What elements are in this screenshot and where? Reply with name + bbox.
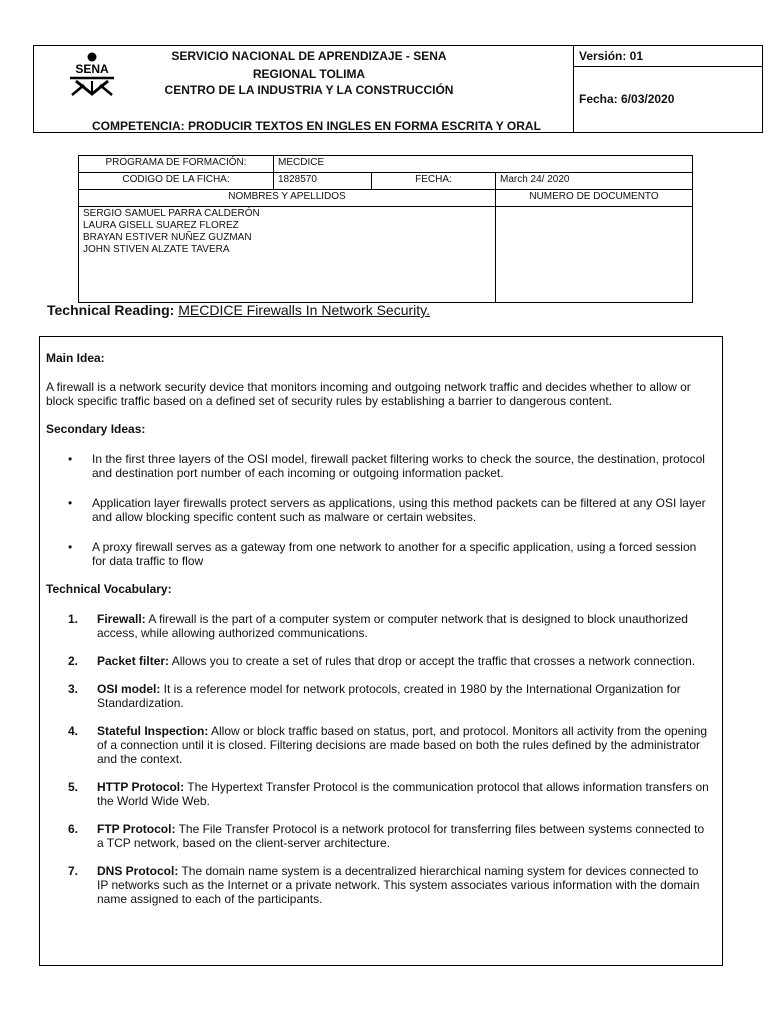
technical-reading-label: Technical Reading: bbox=[47, 302, 175, 318]
list-item bbox=[46, 654, 716, 668]
vocab-definition: Allows you to create a set of rules that drop or accept the traffic that crosses a network connection. bbox=[169, 654, 696, 668]
doc-numbers-cell bbox=[496, 207, 693, 303]
student-name: JOHN STIVEN ALZATE TAVERA bbox=[83, 244, 230, 255]
document-header bbox=[33, 45, 763, 133]
programa-value: MECDICE bbox=[274, 156, 693, 173]
list-item bbox=[46, 822, 716, 850]
technical-reading-topic: MECDICE Firewalls In Network Security. bbox=[178, 302, 431, 318]
list-item bbox=[46, 540, 716, 568]
student-name: SERGIO SAMUEL PARRA CALDERÓN bbox=[83, 208, 260, 219]
student-name: LAURA GISELL SUAREZ FLOREZ bbox=[83, 220, 239, 231]
info-table bbox=[78, 155, 693, 303]
vocab-term: Packet filter: bbox=[97, 654, 170, 668]
vocab-term: Stateful Inspection: bbox=[97, 724, 209, 738]
svg-text:SENA: SENA bbox=[75, 62, 109, 76]
list-item bbox=[46, 864, 716, 906]
bullet-icon: • bbox=[68, 540, 73, 554]
vocab-definition: The File Transfer Protocol is a network protocol for transferring files between systems connected to a TCP network, based on the client-server architecture. bbox=[97, 822, 705, 850]
list-item-text: Application layer firewalls protect servers as applications, using this method packets can be filtered at any OSI layer and allow blocking specific content such as malware or certain websites. bbox=[92, 496, 706, 524]
names-header: NOMBRES Y APELLIDOS bbox=[79, 190, 496, 207]
secondary-ideas-heading: Secondary Ideas: bbox=[46, 422, 146, 436]
version-label: Versión: 01 bbox=[579, 49, 644, 63]
vocab-definition: It is a reference model for network protocols, created in 1980 by the International Organization for Standardization. bbox=[97, 682, 681, 710]
vocab-term: FTP Protocol: bbox=[97, 822, 176, 836]
list-item-text: In the first three layers of the OSI model, firewall packet filtering works to check the source, the destination, protocol and destination port number of each incoming or outgoing information packet. bbox=[92, 452, 705, 480]
bullet-icon: • bbox=[68, 452, 73, 466]
main-idea-heading: Main Idea: bbox=[46, 351, 105, 365]
secondary-ideas-list bbox=[46, 452, 716, 568]
competencia-title: COMPETENCIA: PRODUCIR TEXTOS EN INGLES EN FORMA ESCRITA Y ORAL bbox=[92, 119, 541, 133]
list-item bbox=[46, 452, 716, 480]
list-item bbox=[46, 612, 716, 640]
vocab-definition: The Hypertext Transfer Protocol is the communication protocol that allows information transfers on the World Wide Web. bbox=[97, 780, 709, 808]
item-number: 2. bbox=[68, 654, 79, 668]
vocab-definition: Allow or block traffic based on status, port, and protocol. Monitors all activity from the opening of a connection until it is closed. Filtering decisions are made based on both the rules defined by the administrator and the context. bbox=[97, 724, 708, 766]
table-row bbox=[79, 190, 693, 207]
vocab-term: Firewall: bbox=[97, 612, 146, 626]
item-number: 7. bbox=[68, 864, 79, 878]
item-number: 3. bbox=[68, 682, 79, 696]
item-number: 4. bbox=[68, 724, 79, 738]
list-item bbox=[46, 496, 716, 524]
org-center: CENTRO DE LA INDUSTRIA Y LA CONSTRUCCIÓN bbox=[164, 83, 454, 97]
vocab-term: DNS Protocol: bbox=[97, 864, 179, 878]
programa-label: PROGRAMA DE FORMACIÓN: bbox=[79, 156, 274, 173]
header-divider bbox=[573, 46, 574, 132]
ficha-label: CODIGO DE LA FICHA: bbox=[79, 173, 274, 190]
header-divider bbox=[573, 66, 763, 67]
vocab-definition: A firewall is the part of a computer system or computer network that is designed to block unauthorized access, while allowing authorized communications. bbox=[97, 612, 688, 640]
vocabulary-heading: Technical Vocabulary: bbox=[46, 582, 172, 596]
bullet-icon: • bbox=[68, 496, 73, 510]
list-item bbox=[46, 682, 716, 710]
table-row bbox=[79, 207, 693, 303]
item-number: 5. bbox=[68, 780, 79, 794]
info-fecha-value: March 24/ 2020 bbox=[496, 173, 693, 190]
vocabulary-list bbox=[46, 612, 716, 906]
org-region: REGIONAL TOLIMA bbox=[252, 67, 366, 81]
technical-reading-title bbox=[47, 302, 430, 318]
list-item-text: A proxy firewall serves as a gateway from one network to another for a specific application, using a forced session for data traffic to flow bbox=[92, 540, 697, 568]
vocab-term: HTTP Protocol: bbox=[97, 780, 185, 794]
item-number: 1. bbox=[68, 612, 79, 626]
table-row bbox=[79, 173, 693, 190]
names-cell bbox=[79, 207, 496, 303]
vocab-definition: The domain name system is a decentralized hierarchical naming system for devices connected to IP networks such as the Internet or a private network. This system associates various information with the domain name assigned to each of the participants. bbox=[97, 864, 700, 906]
table-row bbox=[79, 156, 693, 173]
list-item bbox=[46, 780, 716, 808]
list-item bbox=[46, 724, 716, 766]
ficha-value: 1828570 bbox=[274, 173, 372, 190]
student-name: BRAYAN ESTIVER NUÑEZ GUZMAN bbox=[83, 232, 252, 243]
doc-header: NUMERO DE DOCUMENTO bbox=[496, 190, 693, 207]
date-label: Fecha: 6/03/2020 bbox=[579, 92, 675, 106]
item-number: 6. bbox=[68, 822, 79, 836]
info-fecha-label: FECHA: bbox=[372, 173, 496, 190]
vocab-term: OSI model: bbox=[97, 682, 161, 696]
main-idea-text: A firewall is a network security device that monitors incoming and outgoing network traffic and decides whether to allow or block specific traffic based on a defined set of security rules by establishing a barrier to dangerous content. bbox=[46, 380, 691, 408]
content-box bbox=[39, 336, 723, 966]
org-name: SERVICIO NACIONAL DE APRENDIZAJE - SENA bbox=[171, 49, 447, 63]
